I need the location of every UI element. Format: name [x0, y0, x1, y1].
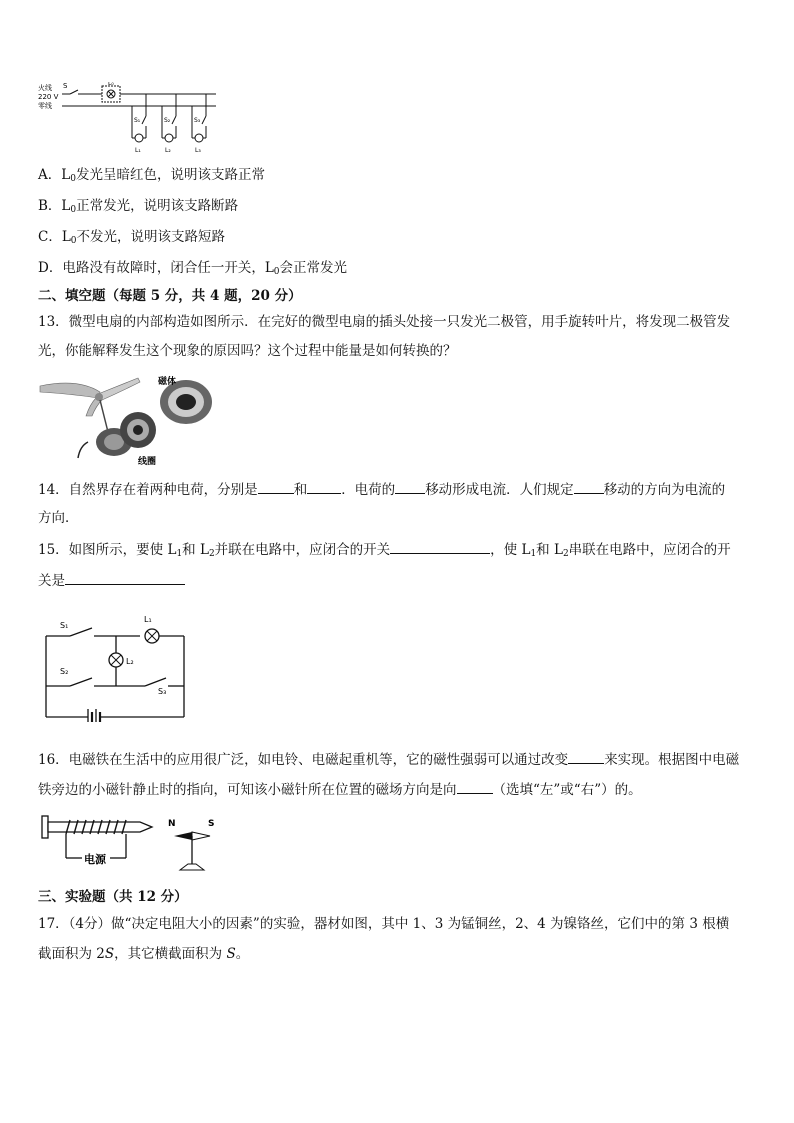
q14-text: 14．自然界存在着两种电荷，分别是	[38, 482, 258, 498]
answer-blank[interactable]	[65, 571, 185, 585]
lamp-l2-label: L₂	[126, 657, 134, 666]
answer-blank[interactable]	[395, 480, 425, 494]
answer-blank[interactable]	[457, 780, 493, 794]
switch-s3-label: S₃	[158, 687, 167, 696]
main-lamp-label: L₀	[108, 82, 114, 87]
q13-line2: 光，你能解释发生这个现象的原因吗？这个过程中能量是如何转换的？	[38, 343, 457, 359]
answer-blank[interactable]	[258, 480, 294, 494]
magnet-label: 磁体	[158, 377, 177, 387]
option-c-text-end: 不发光，说明该支路短路	[76, 229, 226, 245]
micro-fan-figure	[38, 372, 222, 470]
option-b-text: B．L	[38, 198, 71, 214]
voltage-label: 220 V	[38, 93, 59, 101]
q15-text: 15．如图所示，要使 L	[38, 542, 177, 558]
q15-text: 和 L	[536, 542, 563, 558]
q16-text: 来实现。根据图中电磁	[604, 752, 740, 768]
subscript: 2	[562, 549, 569, 559]
subscript: 0	[70, 205, 77, 215]
subscript: 0	[273, 267, 280, 277]
wiring-diagram	[36, 82, 222, 160]
branch-switch-label: S₂	[164, 117, 171, 124]
answer-blank[interactable]	[390, 540, 490, 554]
option-d	[38, 259, 347, 277]
main-switch-label: S	[63, 82, 68, 90]
q16-text: 铁旁边的小磁针静止时的指向，可知该小磁针所在位置的磁场方向是向	[38, 782, 457, 798]
option-d-text: D．电路没有故障时，闭合任一开关，L	[38, 260, 274, 276]
q17-symbol: S	[104, 946, 115, 962]
switch-circuit-diagram	[40, 612, 190, 722]
q14-text: 移动的方向为电流的	[603, 482, 726, 498]
q14-text: ．电荷的	[341, 482, 396, 498]
section-heading-experiment: 三、实验题（共 12 分）	[38, 889, 188, 905]
north-pole-label: N	[168, 819, 176, 829]
option-a-text-end: 发光呈暗红色，说明该支路正常	[75, 167, 265, 183]
q17-symbol: S	[226, 946, 236, 962]
branch-switch-label: S₁	[134, 117, 141, 124]
subscript: 0	[70, 174, 76, 184]
q15-text: 并联在电路中，应闭合的开关	[214, 542, 391, 558]
branch-2	[162, 94, 176, 154]
q13-line1: 13．微型电扇的内部构造如图所示．在完好的微型电扇的插头处接一只发光二极管，用手旋转叶片，将发现二极管发	[38, 314, 731, 330]
branch-lamp-label: L₃	[195, 147, 201, 154]
q15-text: ，使 L	[490, 542, 531, 558]
option-b	[38, 197, 238, 215]
section-heading-fill-in: 二、填空题（每题 5 分，共 4 题，20 分）	[38, 288, 302, 304]
option-c-text: C．L	[38, 229, 71, 245]
south-pole-label: S	[208, 819, 215, 829]
subscript: 1	[176, 549, 183, 559]
q15-text: 关是	[38, 573, 65, 589]
option-a	[38, 166, 265, 184]
q15-text: 串联在电路中，应闭合的开	[568, 542, 731, 558]
q16-line2	[38, 780, 642, 799]
branch-lamp-label: L₂	[165, 147, 171, 154]
branch-1	[132, 94, 146, 154]
subscript: 1	[530, 549, 537, 559]
q15-text: 和 L	[182, 542, 209, 558]
answer-blank[interactable]	[574, 480, 604, 494]
option-b-text-end: 正常发光，说明该支路断路	[76, 198, 239, 214]
q14-line1	[38, 480, 725, 499]
q17-text: ，其它横截面积为	[114, 946, 227, 962]
q16-line1	[38, 750, 739, 769]
branch-lamp-label: L₁	[135, 147, 141, 154]
option-a-text: A．L	[38, 167, 71, 183]
electromagnet-figure	[40, 812, 232, 876]
q16-text: 16．电磁铁在生活中的应用很广泛，如电铃、电磁起重机等，它的磁性强弱可以通过改变	[38, 752, 569, 768]
switch-s2-label: S₂	[60, 667, 69, 676]
subscript: 0	[70, 236, 77, 246]
live-wire-label: 火线	[38, 84, 52, 92]
lamp-l1-label: L₁	[144, 615, 152, 624]
answer-blank[interactable]	[307, 480, 341, 494]
neutral-wire-label: 零线	[38, 102, 52, 110]
power-source-label: 电源	[84, 853, 106, 866]
q15-line1	[38, 540, 731, 559]
q17-text: 。	[235, 946, 250, 962]
option-d-text-end: 会正常发光	[279, 260, 348, 276]
option-c	[38, 228, 225, 246]
q17-text: 截面积为 2	[38, 946, 105, 962]
q16-text: （选填“左”或“右”）的。	[492, 782, 642, 798]
q14-line2: 方向．	[38, 510, 79, 526]
branch-switch-label: S₃	[194, 117, 201, 124]
branch-3	[192, 94, 206, 154]
q17-line2	[38, 945, 249, 963]
q17-line1: 17．（4分）做“决定电阻大小的因素”的实验，器材如图，其中 1、3 为锰铜丝，2、4 为镍铬丝，它们中的第 3 根横	[38, 916, 730, 932]
q14-text: 移动形成电流．人们规定	[425, 482, 574, 498]
coil-label: 线圈	[138, 457, 157, 467]
switch-s1-label: S₁	[60, 621, 69, 630]
answer-blank[interactable]	[568, 750, 604, 764]
q14-text: 和	[293, 482, 308, 498]
subscript: 2	[208, 549, 215, 559]
q15-line2	[38, 571, 185, 590]
